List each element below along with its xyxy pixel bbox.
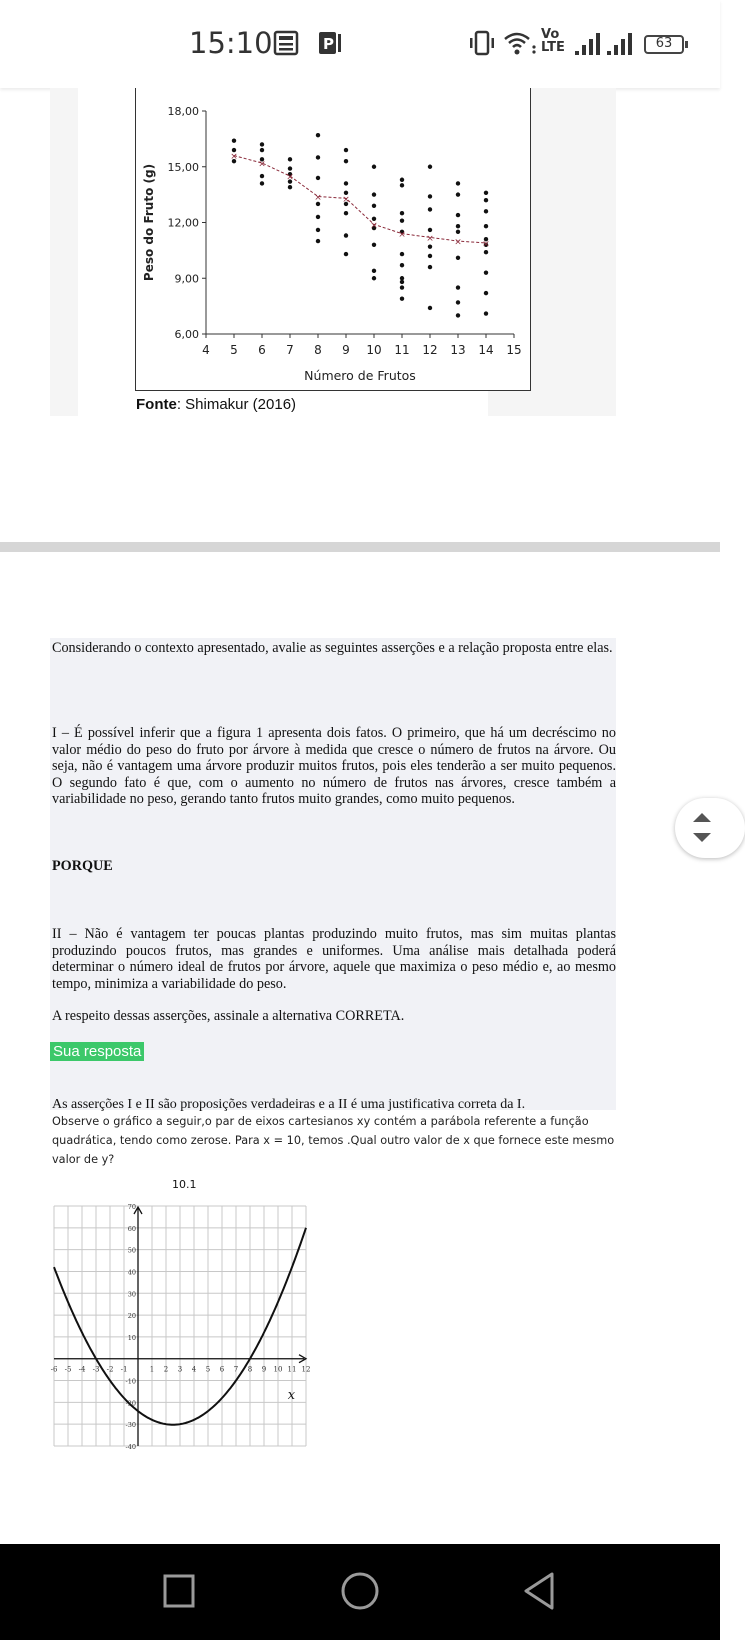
- data-point: [484, 270, 488, 274]
- data-point: [456, 192, 460, 196]
- data-point: [372, 192, 376, 196]
- y-tick-label: 9,00: [174, 272, 199, 286]
- y-tick-label: 12,00: [167, 216, 199, 230]
- data-point: [316, 155, 320, 159]
- assertion-1: I – É possível inferir que a figura 1 apresenta dois fatos. O primeiro, que há um decréscimo no valor médio do peso do fruto por árvore à medida que cresce o número de frutos na árvore. Ou seja, não é vantagem uma árvore produzir muitos frutos, pois eles tenderão a ser muito pequenos. O segundo fato é que, com o aumento no número de frutos nas árvores, cresce também a variabilidade no peso, gerando tanto frutos muito grandes, como muito pequenos.: [52, 725, 616, 807]
- x-tick-label: 14: [478, 343, 494, 357]
- parking-app-icon: [317, 30, 343, 56]
- data-point: [428, 244, 432, 248]
- data-point: [456, 300, 460, 304]
- news-icon: [273, 30, 299, 56]
- x-tick-label: 4: [202, 343, 210, 357]
- data-point: [316, 228, 320, 232]
- document-viewer[interactable]: [0, 88, 720, 1544]
- svg-text:P: P: [323, 35, 334, 53]
- data-point: [260, 181, 264, 185]
- graph-title: 10.1: [172, 1178, 197, 1191]
- page-divider: [0, 542, 720, 552]
- data-point: [372, 165, 376, 169]
- network-type-label: Vo LTE: [541, 27, 565, 55]
- figure-1-frame: [135, 88, 531, 391]
- x-tick-label: -1: [120, 1365, 128, 1374]
- y-tick-label: -30: [125, 1421, 136, 1430]
- question-2-text: Observe o gráfico a seguir,o par de eixos cartesianos xy contém a parábola referente a função quadrática, tendo como zerose. Para x = 10, temos .Qual outro valor de x que fornece este mesmo valor de y?: [52, 1115, 615, 1166]
- signal-strength-icon: [574, 30, 606, 56]
- recent-apps-icon[interactable]: [163, 1574, 197, 1608]
- x-tick-label: -3: [92, 1365, 100, 1374]
- data-point: [400, 178, 404, 182]
- vibrate-icon: [469, 30, 495, 56]
- data-point: [316, 133, 320, 137]
- y-tick-label: 50: [127, 1246, 136, 1255]
- y-tick-label: 10: [127, 1333, 136, 1342]
- data-point: [260, 142, 264, 146]
- x-tick-label: 9: [261, 1365, 267, 1374]
- data-point: [484, 198, 488, 202]
- data-point: [428, 228, 432, 232]
- x-tick-label: -6: [50, 1365, 58, 1374]
- x-axis-label: Número de Frutos: [304, 368, 416, 383]
- data-point: [288, 157, 292, 161]
- data-point: [484, 209, 488, 213]
- data-point: [400, 211, 404, 215]
- data-point: [372, 204, 376, 208]
- x-tick-label: 11: [394, 343, 410, 357]
- x-tick-label: -4: [78, 1365, 86, 1374]
- battery-level: 63: [655, 36, 673, 51]
- x-tick-label: 4: [191, 1365, 197, 1374]
- y-axis-label: Peso do Fruto (g): [142, 163, 156, 282]
- y-tick-label: 60: [127, 1224, 136, 1233]
- x-tick-label: 5: [230, 343, 238, 357]
- y-tick-label: -40: [125, 1443, 136, 1451]
- x-tick-label: 9: [342, 343, 350, 357]
- data-point: [344, 233, 348, 237]
- x-tick-label: 12: [422, 343, 438, 357]
- mean-marker: ×: [314, 192, 322, 203]
- y-tick-label: 15,00: [167, 160, 199, 174]
- data-point: [344, 211, 348, 215]
- data-point: [288, 185, 292, 189]
- selected-answer: As asserções I e II são proposições verdadeiras e a II é uma justificativa correta da I.: [52, 1097, 526, 1112]
- data-point: [484, 191, 488, 195]
- figure-source: [136, 396, 296, 413]
- x-tick-label: 12: [301, 1365, 311, 1374]
- instruction: A respeito dessas asserções, assinale a alternativa CORRETA.: [52, 1008, 405, 1024]
- data-point: [400, 296, 404, 300]
- data-point: [344, 159, 348, 163]
- mean-marker: ×: [426, 233, 434, 244]
- mean-marker: ×: [398, 230, 406, 241]
- mean-marker: ×: [342, 194, 350, 205]
- x-tick-label: 10: [366, 343, 382, 357]
- fruit-weight-chart: [136, 88, 530, 390]
- data-point: [344, 252, 348, 256]
- data-point: [484, 250, 488, 254]
- data-point: [288, 166, 292, 170]
- parabola-graph: [50, 1196, 311, 1452]
- data-point: [428, 306, 432, 310]
- data-point: [344, 148, 348, 152]
- data-point: [260, 174, 264, 178]
- y-tick-label: 18,00: [167, 105, 199, 118]
- data-point: [400, 252, 404, 256]
- data-point: [400, 280, 404, 284]
- mean-marker: ×: [258, 159, 266, 170]
- data-point: [456, 256, 460, 260]
- data-point: [400, 263, 404, 267]
- mean-marker: ×: [230, 152, 238, 163]
- question-intro: Considerando o contexto apresentado, avalie as seguintes asserções e a relação proposta entre elas.: [52, 640, 613, 656]
- data-point: [400, 285, 404, 289]
- data-point: [456, 213, 460, 217]
- data-point: [456, 285, 460, 289]
- y-tick-label: 40: [127, 1268, 136, 1277]
- signal-strength-icon-2: [606, 30, 638, 56]
- source-label: Fonte: [136, 396, 177, 413]
- source-text: : Shimakur (2016): [176, 396, 297, 413]
- mean-marker: ×: [286, 172, 294, 183]
- data-point: [316, 176, 320, 180]
- y-tick-label: 70: [127, 1203, 136, 1211]
- y-tick-label: -10: [125, 1377, 136, 1386]
- data-point: [428, 165, 432, 169]
- x-tick-label: 7: [286, 343, 294, 357]
- x-tick-label: 8: [247, 1365, 253, 1374]
- battery-icon: [644, 35, 684, 54]
- back-icon[interactable]: [522, 1571, 556, 1611]
- mean-marker: ×: [370, 220, 378, 231]
- data-point: [260, 148, 264, 152]
- x-tick-label: 11: [287, 1365, 297, 1374]
- status-bar: [0, 0, 720, 88]
- page-nav-control[interactable]: [675, 798, 745, 858]
- x-tick-label: -2: [106, 1365, 114, 1374]
- data-point: [372, 276, 376, 280]
- porque-label: PORQUE: [52, 858, 113, 874]
- x-tick-label: 13: [450, 343, 466, 357]
- y-tick-label: -20: [125, 1399, 136, 1408]
- data-point: [484, 224, 488, 228]
- mean-line: [234, 156, 486, 243]
- data-point: [316, 215, 320, 219]
- mean-marker: ×: [482, 239, 490, 250]
- data-point: [400, 183, 404, 187]
- your-answer-badge: Sua resposta: [50, 1042, 144, 1061]
- x-tick-label: 6: [219, 1365, 225, 1374]
- wifi-icon: [503, 30, 537, 56]
- data-point: [484, 311, 488, 315]
- x-tick-label: 5: [205, 1365, 211, 1374]
- data-point: [372, 243, 376, 247]
- x-tick-label: 2: [163, 1365, 169, 1374]
- x-axis-label: x: [287, 1388, 296, 1404]
- data-point: [456, 230, 460, 234]
- mean-marker: ×: [454, 237, 462, 248]
- x-tick-label: 15: [506, 343, 522, 357]
- system-nav-bar: [0, 1544, 720, 1640]
- data-point: [316, 239, 320, 243]
- data-point: [428, 207, 432, 211]
- status-time: 15:10: [189, 26, 273, 60]
- x-tick-label: 10: [273, 1365, 283, 1374]
- x-tick-label: 1: [149, 1365, 155, 1374]
- x-tick-label: 6: [258, 343, 266, 357]
- home-icon[interactable]: [340, 1571, 380, 1611]
- data-point: [428, 265, 432, 269]
- page-up-down-icon[interactable]: [689, 803, 719, 853]
- data-point: [484, 291, 488, 295]
- x-tick-label: 8: [314, 343, 322, 357]
- x-tick-label: -5: [64, 1365, 72, 1374]
- y-tick-label: 6,00: [174, 328, 199, 341]
- data-point: [400, 218, 404, 222]
- data-point: [456, 181, 460, 185]
- x-tick-label: 7: [233, 1365, 239, 1374]
- y-tick-label: 30: [127, 1290, 136, 1299]
- data-point: [456, 224, 460, 228]
- data-point: [372, 269, 376, 273]
- y-tick-label: 20: [127, 1312, 136, 1321]
- x-tick-label: 3: [177, 1365, 183, 1374]
- data-point: [456, 313, 460, 317]
- data-point: [428, 254, 432, 258]
- assertion-2: II – Não é vantagem ter poucas plantas produzindo muito frutos, mas sim muitas plantas produzindo poucos frutos, mas grandes e uniformes. Uma análise mais detalhada poderá determinar o número ideal de frutos por árvore, aquele que maximiza o peso médio e, ao mesmo tempo, minimiza a variabilidade do peso.: [52, 926, 616, 992]
- data-point: [232, 139, 236, 143]
- data-point: [428, 194, 432, 198]
- data-point: [344, 181, 348, 185]
